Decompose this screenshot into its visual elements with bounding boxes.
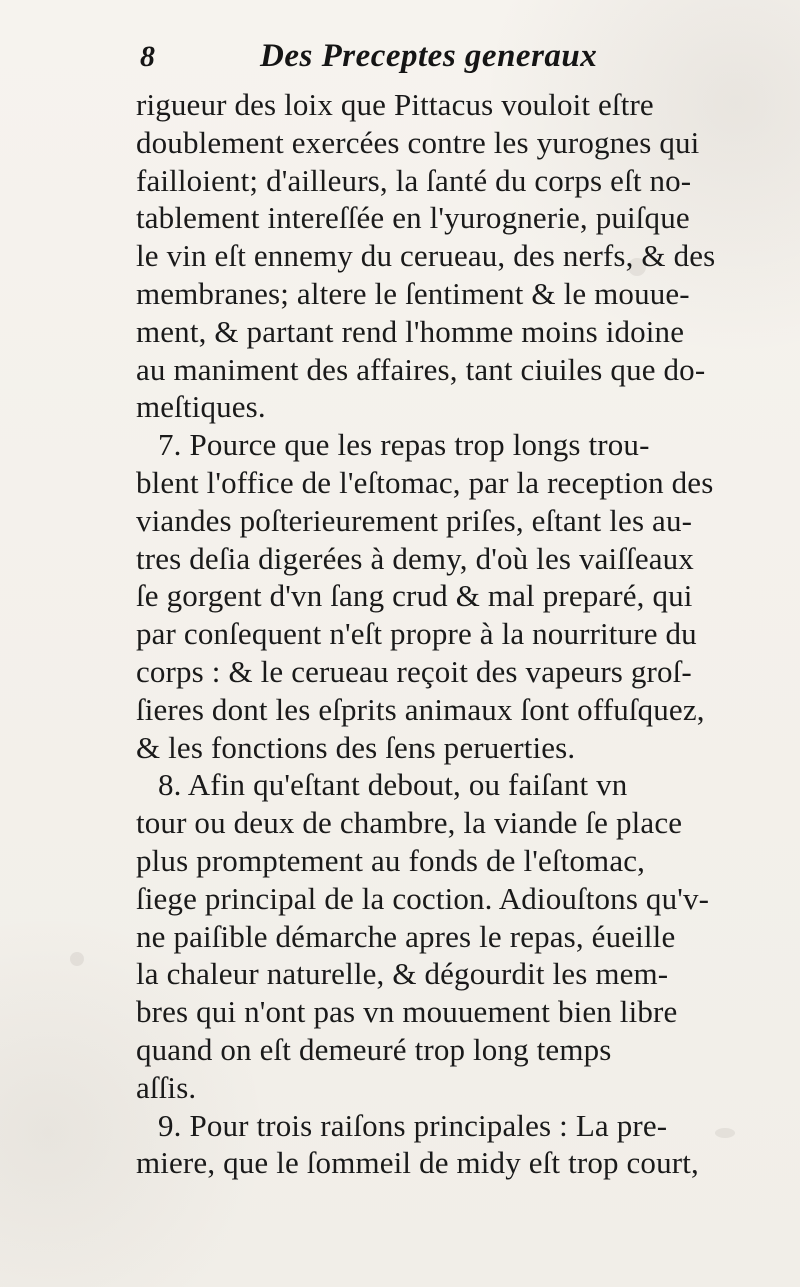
text-line: le vin eſt ennemy du cerueau, des nerfs, & des <box>136 238 716 274</box>
text-line: & les fonctions des ſens peruerties. <box>136 729 576 765</box>
text-line: 8. Afin qu'eſtant debout, ou faiſant vn <box>158 767 628 803</box>
text-line: rigueur des loix que Pittacus vouloit eſtre <box>136 87 654 122</box>
paper-spot <box>70 952 84 966</box>
text-line: ſe gorgent d'vn ſang crud & mal preparé, qui <box>136 578 693 614</box>
text-line: la chaleur naturelle, & dégourdit les mem- <box>136 956 669 992</box>
text-line: quand on eſt demeuré trop long temps <box>136 1031 612 1067</box>
text-line: corps : & le cerueau reçoit des vapeurs groſ- <box>136 653 692 689</box>
text-line: tour ou deux de chambre, la viande ſe place <box>136 805 683 841</box>
text-line: 7. Pource que les repas trop longs trou- <box>158 427 650 463</box>
page-number: 8 <box>140 40 156 73</box>
text-line: ment, & partant rend l'homme moins idoine <box>136 313 685 349</box>
text-line: miere, que le ſommeil de midy eſt trop court, <box>136 1145 699 1181</box>
text-line: doublement exercées contre les yurognes qui <box>136 124 700 160</box>
page-header <box>140 40 760 84</box>
text-line: tablement intereſſée en l'yurognerie, puiſque <box>136 200 690 236</box>
text-line: blent l'office de l'eſtomac, par la reception des <box>136 464 714 500</box>
text-line: meſtiques. <box>136 389 266 425</box>
text-line: failloient; d'ailleurs, la ſanté du corps eſt no- <box>136 162 692 198</box>
text-line: aſſis. <box>136 1069 197 1105</box>
text-line: ſieres dont les eſprits animaux ſont offuſquez, <box>136 691 705 727</box>
text-line: membranes; altere le ſentiment & le mouue- <box>136 275 690 311</box>
text-line: ſiege principal de la coction. Adiouſtons qu'v- <box>136 880 710 916</box>
text-line: plus promptement au fonds de l'eſtomac, <box>136 842 646 878</box>
main-text <box>136 86 768 1182</box>
text-line: par conſequent n'eſt propre à la nourriture du <box>136 616 697 652</box>
text-line: viandes poſterieurement priſes, eſtant les au- <box>136 502 693 538</box>
text-line: au maniment des affaires, tant ciuiles que do- <box>136 351 706 387</box>
text-line: ne paiſible démarche apres le repas, éueille <box>136 918 676 954</box>
text-line: bres qui n'ont pas vn mouuement bien libre <box>136 994 678 1030</box>
text-line: tres deſia digerées à demy, d'où les vaiſſeaux <box>136 540 694 576</box>
running-title: Des Preceptes generaux <box>260 38 598 74</box>
text-line: 9. Pour trois raiſons principales : La pre- <box>158 1107 668 1143</box>
